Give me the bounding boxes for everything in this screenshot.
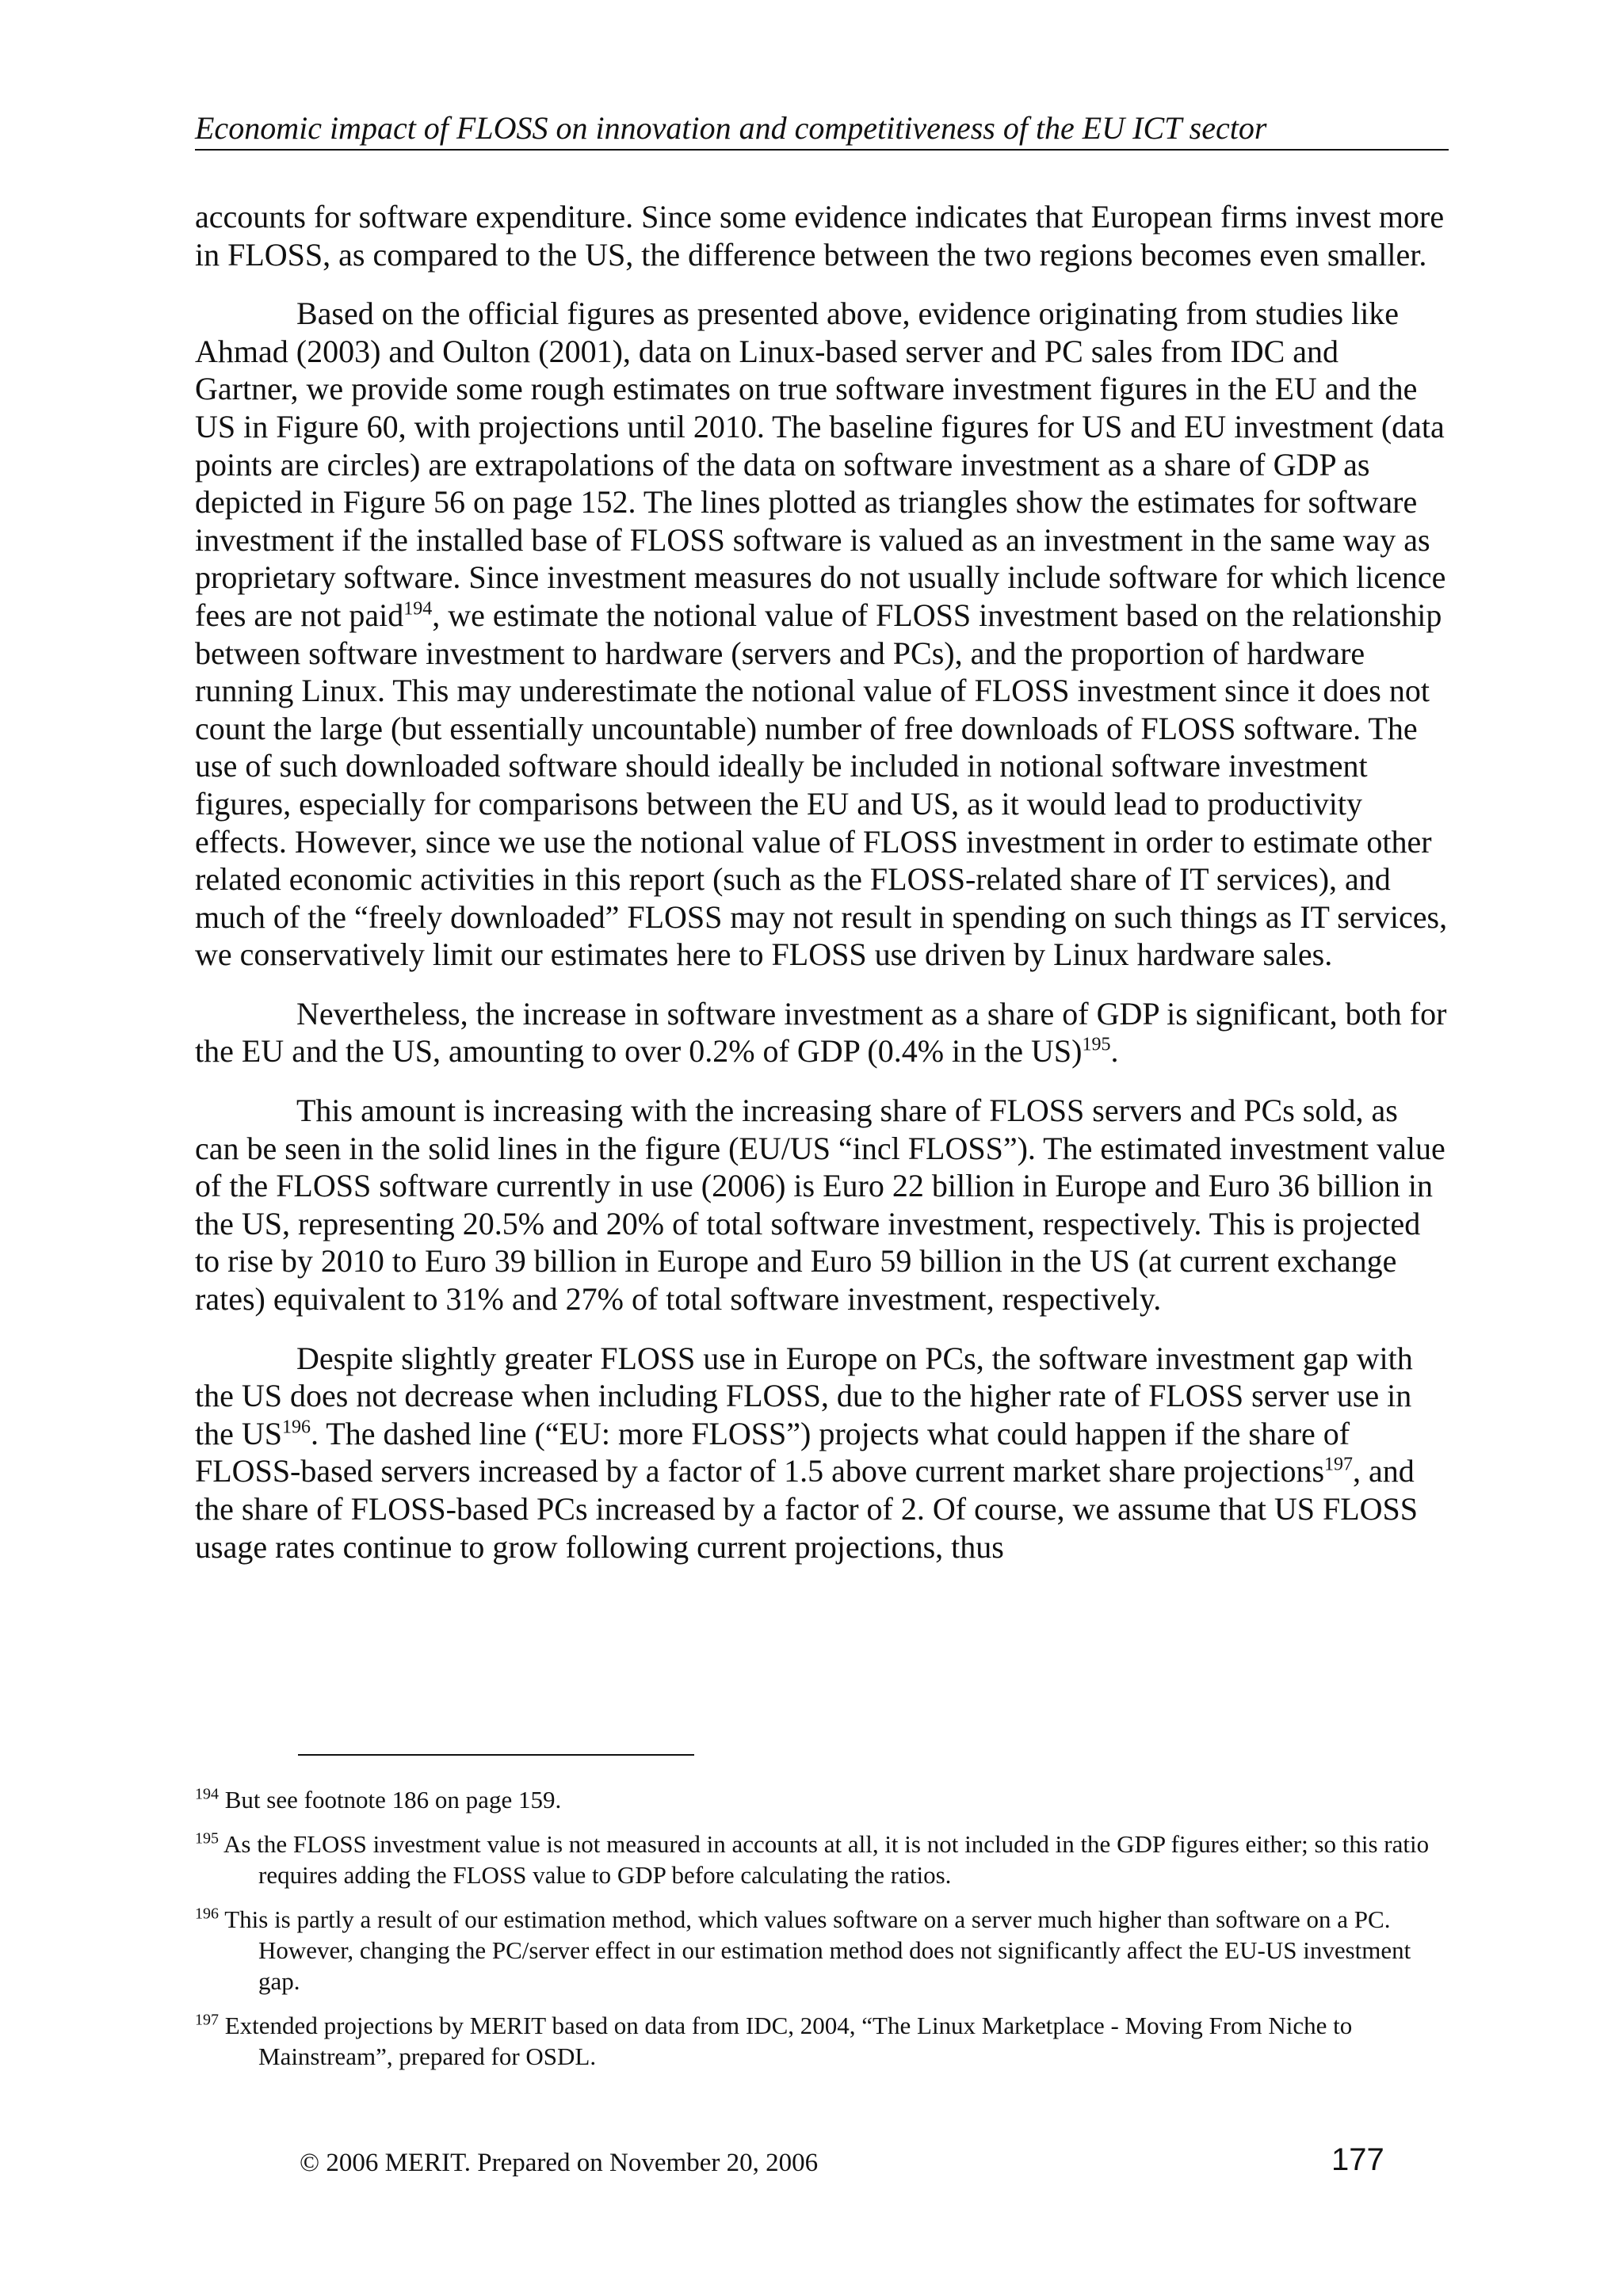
- paragraph-text: This amount is increasing with the increasing share of FLOSS servers and PCs sold, as can be seen in the solid lines in the figure (EU/US “incl FLOSS”). The estimated investment value of the FLOSS software currently in use (2006) is Euro 22 billion in Europe and Euro 36 billion in the US, representing 20.5% and 20% of total software investment, respectively. This is projected to rise by 2010 to Euro 39 billion in Europe and Euro 59 billion in the US (at current exchange rates) equivalent to 31% and 27% of total software investment, respectively.: [195, 1093, 1445, 1318]
- paragraph-text: Nevertheless, the increase in software investment as a share of GDP is significant, both for the EU and the US, amounting to over 0.2% of GDP (0.4% in the US): [195, 995, 1447, 1070]
- paragraph-text: .: [1110, 1033, 1119, 1070]
- paragraph: [195, 1340, 1449, 1566]
- footnote-ref-194: 194: [403, 598, 433, 620]
- header-rule: [195, 149, 1449, 151]
- footnote-ref-196: 196: [282, 1417, 311, 1438]
- paragraph-text: . The dashed line (“EU: more FLOSS”) projects what could happen if the share of FLOSS-based servers increased by a factor of 1.5 above current market share projections: [195, 1415, 1350, 1489]
- footnote-ref-195: 195: [1082, 1035, 1111, 1056]
- footnote-text: But see footnote 186 on page 159.: [224, 1786, 562, 1814]
- footnote-197: [195, 2010, 1449, 2072]
- page-number: 177: [1331, 2142, 1384, 2177]
- footnote-text: This is partly a result of our estimation method, which values software on a server much higher than software on a PC. However, changing the PC/server effect in our estimation method does not significantly affect the EU-US investment gap.: [224, 1905, 1411, 1995]
- footnote-number: 197: [195, 2011, 219, 2029]
- body-text: [195, 198, 1449, 1587]
- paragraph-text: accounts for software expenditure. Since some evidence indicates that European firms invest more in FLOSS, as compared to the US, the difference between the two regions becomes even smaller.: [195, 199, 1445, 273]
- paragraph: [195, 995, 1449, 1070]
- paragraph: [195, 295, 1449, 974]
- footnote-number: 194: [195, 1785, 219, 1803]
- footnote-number: 195: [195, 1829, 219, 1848]
- footnote-text: As the FLOSS investment value is not measured in accounts at all, it is not included in the GDP figures either; so this ratio requires adding the FLOSS value to GDP before calculating the ratios.: [223, 1830, 1430, 1889]
- paragraph: [195, 198, 1449, 273]
- paragraph-text: Based on the official figures as presented above, evidence originating from studies like Ahmad (2003) and Oulton (2001), data on Linux-based server and PC sales from IDC and Gartner, we provide some rough estimates on true software investment figures in the EU and the US in Figure 60, with projections until 2010. The baseline figures for US and EU investment (data points are circles) are extrapolations of the data on software investment as a share of GDP as depicted in Figure 56 on page 152. The lines plotted as triangles show the estimates for software investment if the installed base of FLOSS software is valued as an investment in the same way as proprietary software. Since investment measures do not usually include software for which licence fees are not paid: [195, 296, 1446, 633]
- paragraph-text: , we estimate the notional value of FLOSS investment based on the relationship between software investment to hardware (servers and PCs), and the proportion of hardware running Linux. This may underestimate the notional value of FLOSS investment since it does not count the large (but essentially uncountable) number of free downloads of FLOSS software. The use of such downloaded software should ideally be included in notional software investment figures, especially for comparisons between the EU and US, as it would lead to productivity effects. However, since we use the notional value of FLOSS investment in order to estimate other related economic activities in this report (such as the FLOSS-related share of IT services), and much of the “freely downloaded” FLOSS may not result in spending on such things as IT services, we conservatively limit our estimates here to FLOSS use driven by Linux hardware sales.: [195, 597, 1448, 973]
- paragraph-text: , and the share of FLOSS-based PCs increased by a factor of 2. Of course, we assume that US FLOSS usage rates continue to grow following current projections, thus: [195, 1453, 1419, 1565]
- footnote-ref-197: 197: [1324, 1455, 1354, 1476]
- paragraph-text: Despite slightly greater FLOSS use in Europe on PCs, the software investment gap with the US does not decrease when including FLOSS, due to the higher rate of FLOSS server use in the US: [195, 1340, 1413, 1451]
- paragraph: [195, 1092, 1449, 1318]
- footnote-194: [195, 1784, 1449, 1815]
- footnote-196: [195, 1904, 1449, 1997]
- running-header: Economic impact of FLOSS on innovation and competitiveness of the EU ICT sector: [195, 110, 1267, 146]
- footer-copyright: © 2006 MERIT. Prepared on November 20, 2006: [300, 2149, 819, 2177]
- footnotes: [195, 1784, 1449, 2085]
- footnote-number: 196: [195, 1905, 219, 1923]
- footnote-195: [195, 1829, 1449, 1890]
- footnote-text: Extended projections by MERIT based on data from IDC, 2004, “The Linux Marketplace - Moving From Niche to Mainstream”, prepared for OSDL.: [224, 2012, 1353, 2070]
- footnote-separator: [298, 1754, 694, 1756]
